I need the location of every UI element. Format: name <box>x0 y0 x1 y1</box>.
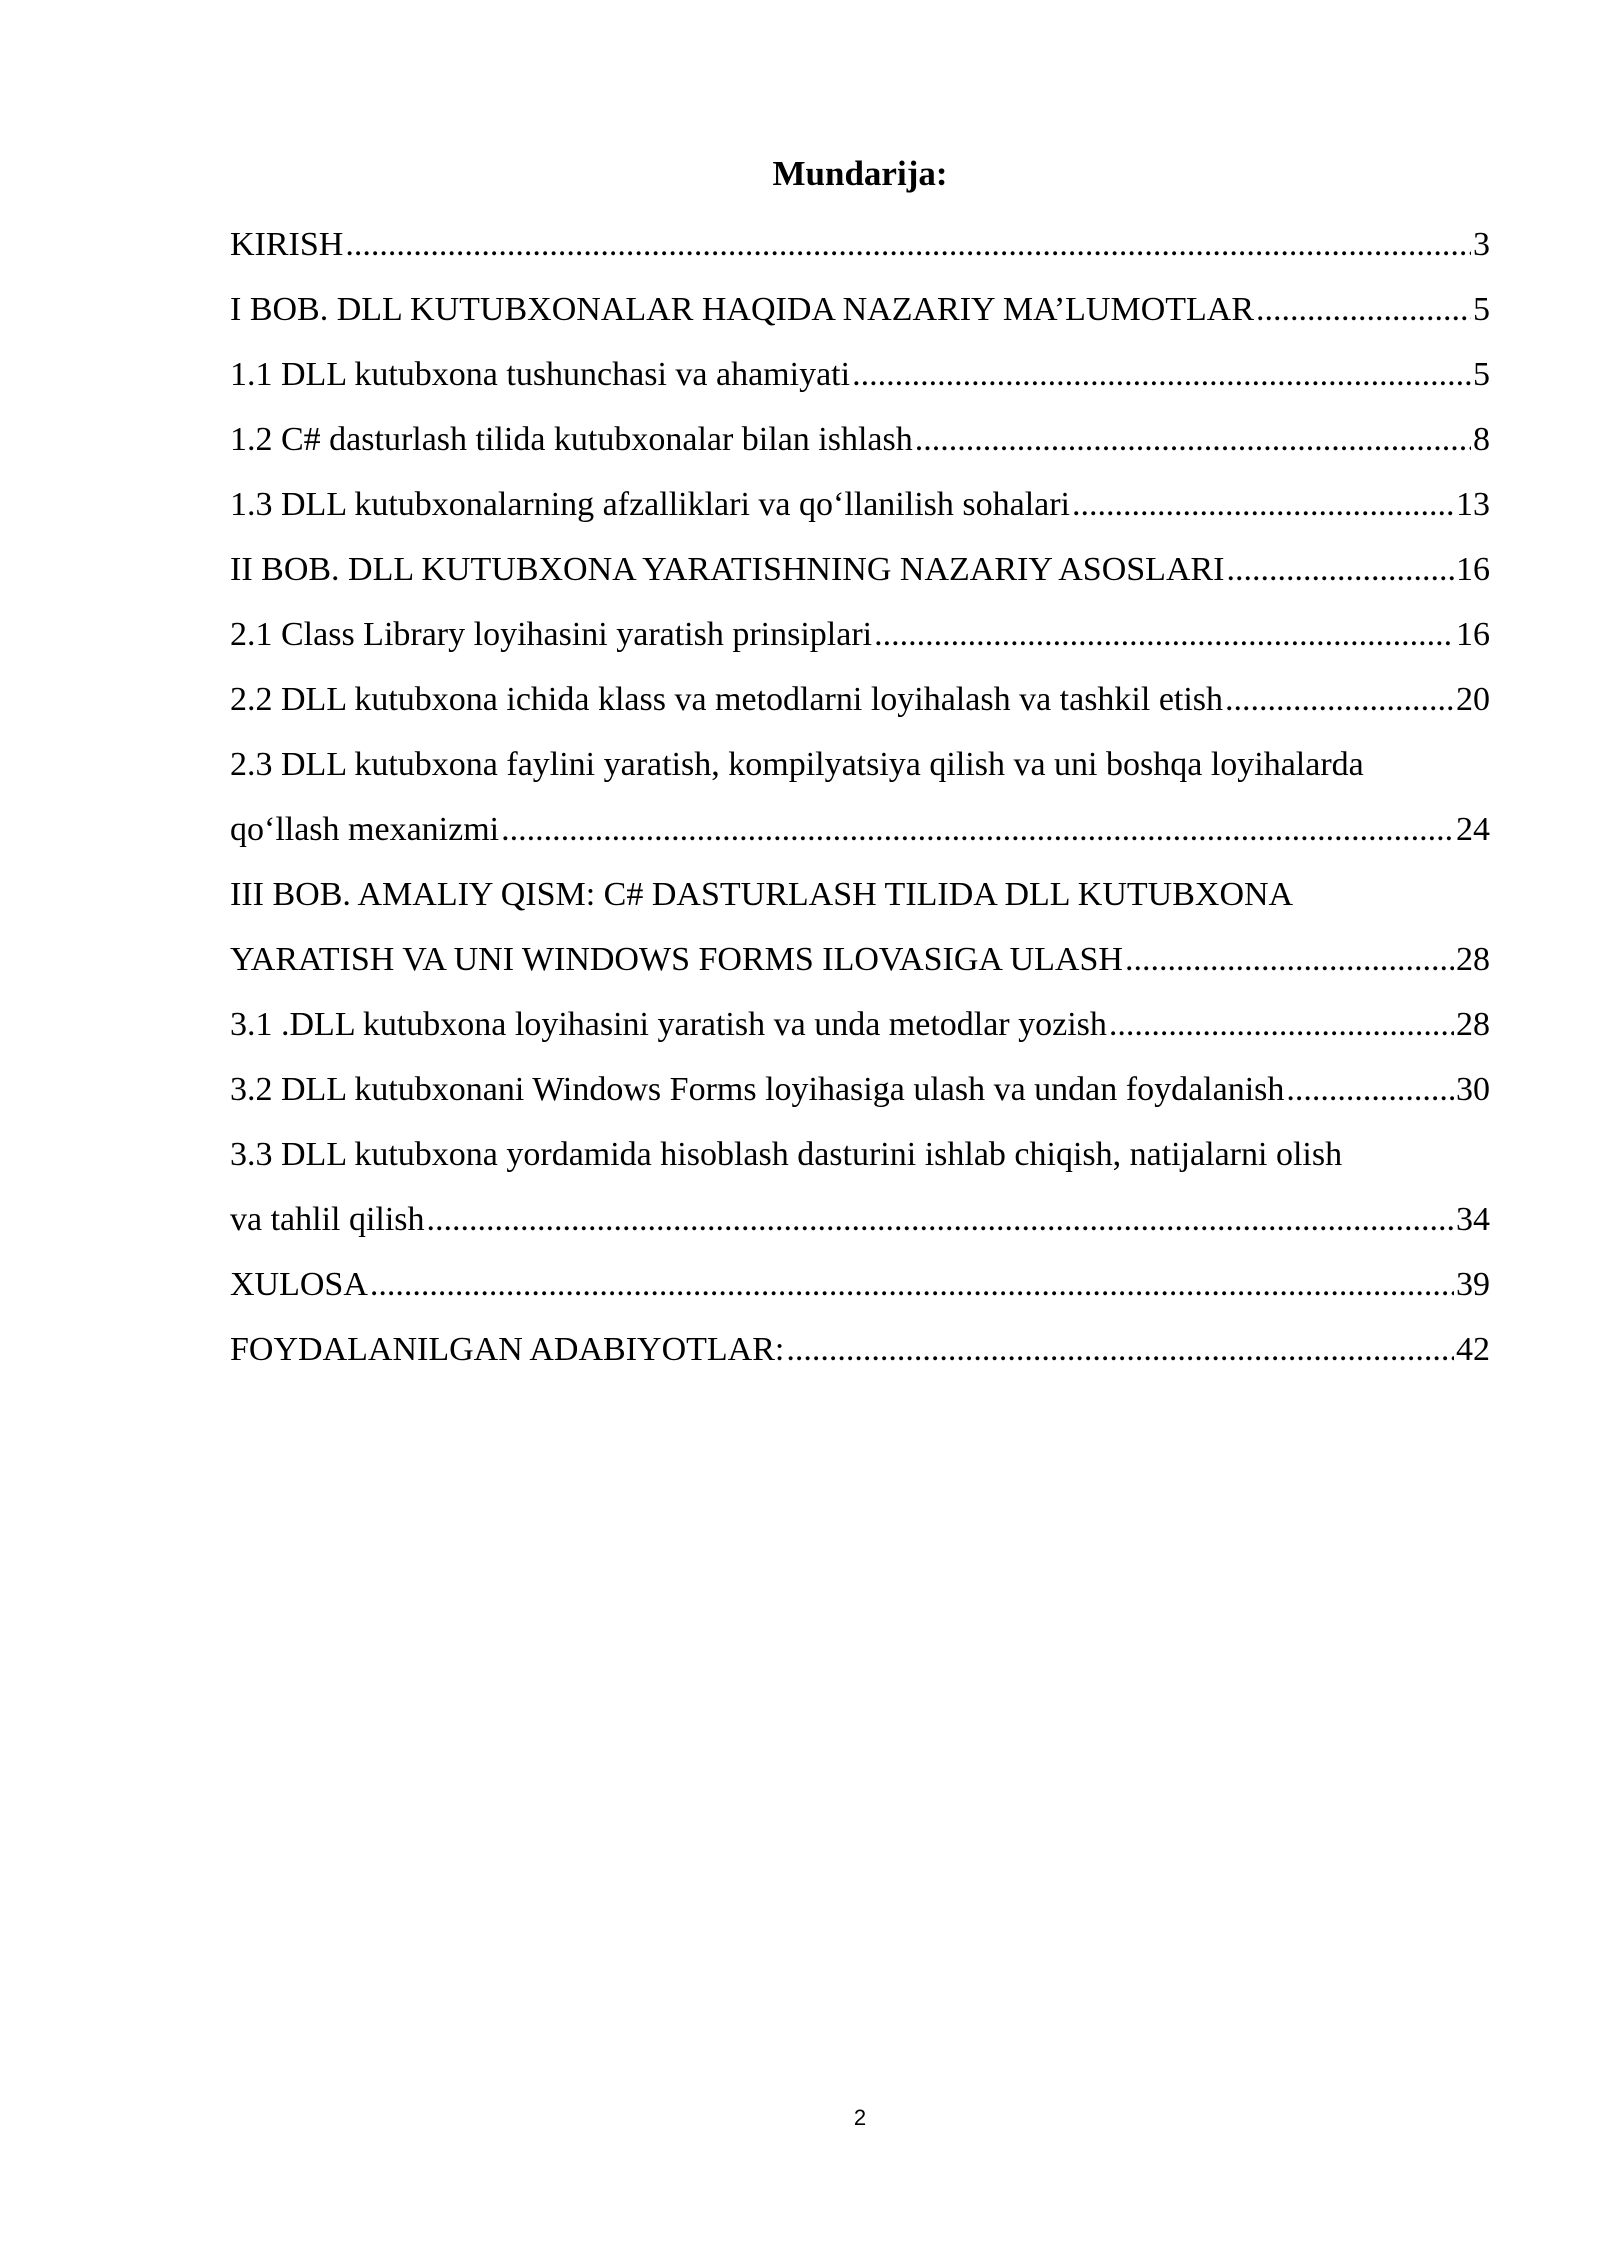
toc-entry-line <box>230 797 1490 862</box>
toc-entry-line <box>230 537 1490 602</box>
toc-page-number: 16 <box>1456 616 1490 653</box>
toc-entry-text: KIRISH <box>230 226 344 263</box>
dot-leader <box>852 342 1471 407</box>
toc-entry-text: I BOB. DLL KUTUBXONALAR HAQIDA NAZARIY MA’LUMOTLAR <box>230 291 1255 328</box>
toc-entry-text: qo‘llash mexanizmi <box>230 811 500 848</box>
toc-entry-text: 2.1 Class Library loyihasini yaratish prinsiplari <box>230 616 873 653</box>
toc-entry-line <box>230 992 1490 1057</box>
toc-entry-text: 1.2 C# dasturlash tilida kutubxonalar bilan ishlash <box>230 421 913 458</box>
dot-leader <box>1072 472 1454 537</box>
dot-leader <box>1256 277 1471 342</box>
toc-entry-text: YARATISH VA UNI WINDOWS FORMS ILOVASIGA ULASH <box>230 941 1123 978</box>
toc-page-number: 39 <box>1456 1266 1490 1303</box>
toc-entry-text: 2.3 DLL kutubxona faylini yaratish, kompilyatsiya qilish va uni boshqa loyihalarda <box>230 746 1364 783</box>
toc-entry-line <box>230 1187 1490 1252</box>
toc-page-number: 42 <box>1456 1331 1490 1368</box>
toc-entry-text: 3.1 .DLL kutubxona loyihasini yaratish va unda metodlar yozish <box>230 1006 1107 1043</box>
dot-leader <box>786 1317 1454 1382</box>
toc-page-number: 34 <box>1456 1201 1490 1238</box>
toc-entry-text: 1.3 DLL kutubxonalarning afzalliklari va qo‘llanilish sohalari <box>230 486 1071 523</box>
toc-entry[interactable] <box>230 277 1490 342</box>
dot-leader <box>427 1187 1454 1252</box>
toc-entry-line <box>230 472 1490 537</box>
dot-leader <box>1225 667 1454 732</box>
toc-entry[interactable] <box>230 1252 1490 1317</box>
toc-entry[interactable] <box>230 602 1490 667</box>
dot-leader <box>345 212 1471 277</box>
toc-entry-line <box>230 407 1490 472</box>
dot-leader <box>1125 927 1454 992</box>
toc-title: Mundarija: <box>772 154 948 193</box>
dot-leader <box>1227 537 1455 602</box>
dot-leader <box>1286 1057 1454 1122</box>
toc-entry-line <box>230 277 1490 342</box>
toc-page-number: 20 <box>1456 681 1490 718</box>
toc-entry-line <box>230 1057 1490 1122</box>
toc-entry[interactable] <box>230 342 1490 407</box>
dot-leader <box>501 797 1454 862</box>
toc-page-number: 8 <box>1473 421 1490 458</box>
toc-entry[interactable] <box>230 1057 1490 1122</box>
toc-entry-text: III BOB. AMALIY QISM: C# DASTURLASH TILIDA DLL KUTUBXONA <box>230 876 1294 913</box>
toc-entry-line <box>230 667 1490 732</box>
toc-page-number: 5 <box>1473 356 1490 393</box>
dot-leader <box>915 407 1471 472</box>
toc-entry-line <box>230 212 1490 277</box>
toc-entry-line <box>230 1317 1490 1382</box>
toc-entry-text: 2.2 DLL kutubxona ichida klass va metodlarni loyihalash va tashkil etish <box>230 681 1224 718</box>
toc-entry[interactable] <box>230 1122 1490 1252</box>
toc-entry-text: II BOB. DLL KUTUBXONA YARATISHNING NAZARIY ASOSLARI <box>230 551 1225 588</box>
dot-leader <box>1109 992 1454 1057</box>
toc-entry[interactable] <box>230 1317 1490 1382</box>
toc-entry-text: FOYDALANILGAN ADABIYOTLAR: <box>230 1331 785 1368</box>
dot-leader <box>874 602 1454 667</box>
table-of-contents <box>230 212 1490 1382</box>
dot-leader <box>370 1252 1454 1317</box>
page-number: 2 <box>853 2105 867 2130</box>
toc-page-number: 24 <box>1456 811 1490 848</box>
toc-entry-line <box>230 927 1490 992</box>
toc-entry[interactable] <box>230 537 1490 602</box>
toc-entry-line <box>230 1252 1490 1317</box>
toc-page-number: 13 <box>1456 486 1490 523</box>
toc-page-number: 3 <box>1473 226 1490 263</box>
toc-page-number: 5 <box>1473 291 1490 328</box>
toc-entry[interactable] <box>230 667 1490 732</box>
toc-entry[interactable] <box>230 992 1490 1057</box>
toc-entry-line <box>230 602 1490 667</box>
toc-page-number: 16 <box>1456 551 1490 588</box>
toc-entry[interactable] <box>230 732 1490 862</box>
toc-entry-line <box>230 342 1490 407</box>
toc-entry[interactable] <box>230 212 1490 277</box>
toc-page-number: 30 <box>1456 1071 1490 1108</box>
toc-entry[interactable] <box>230 407 1490 472</box>
toc-page-number: 28 <box>1456 1006 1490 1043</box>
toc-entry-text: 1.1 DLL kutubxona tushunchasi va ahamiyati <box>230 356 851 393</box>
toc-entry[interactable] <box>230 862 1490 992</box>
toc-entry-text: 3.2 DLL kutubxonani Windows Forms loyihasiga ulash va undan foydalanish <box>230 1071 1285 1108</box>
toc-entry[interactable] <box>230 472 1490 537</box>
toc-entry-text: 3.3 DLL kutubxona yordamida hisoblash dasturini ishlab chiqish, natijalarni olish <box>230 1136 1343 1173</box>
toc-page-number: 28 <box>1456 941 1490 978</box>
toc-entry-text: XULOSA <box>230 1266 368 1303</box>
toc-entry-text: va tahlil qilish <box>230 1201 425 1238</box>
